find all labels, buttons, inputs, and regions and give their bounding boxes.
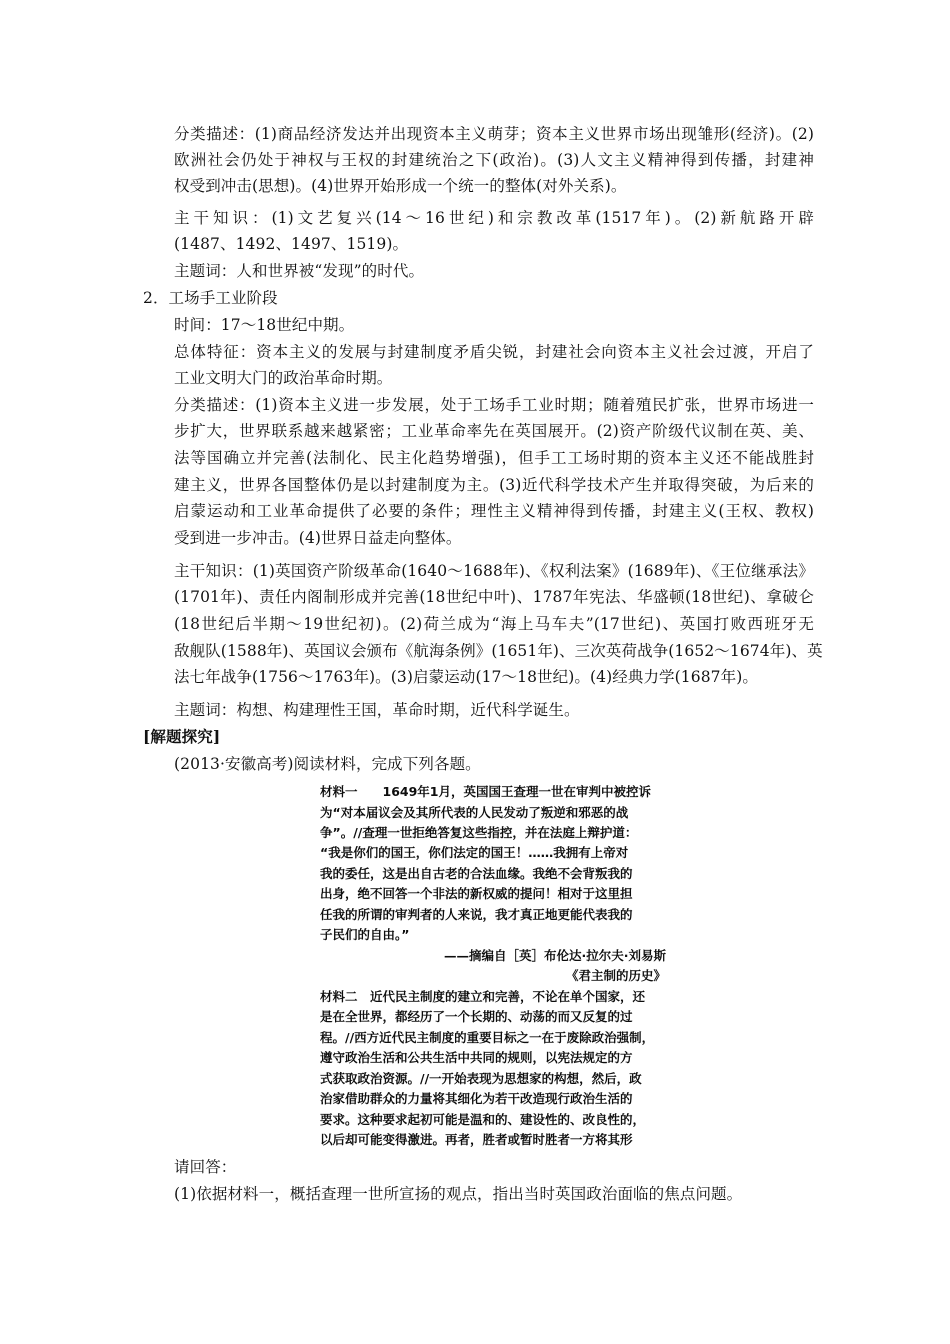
figure-line: 争”。//查理一世拒绝答复这些指控，并在法庭上辩护道： (320, 824, 638, 840)
text-line: 启蒙运动和工业革命提供了必要的条件；理性主义精神得到传播，封建主义(王权、教权) (174, 502, 814, 520)
material-figure (320, 780, 666, 1150)
figure-line: 我的委任，这是出自古老的合法血缘。我绝不会背叛我的 (320, 865, 633, 881)
figure-line: 为“对本届议会及其所代表的人民发动了叛逆和邪恶的战 (320, 804, 629, 820)
text-line: 法等国确立并完善(法制化、民主化趋势增强)，但手工工场时期的资本主义还不能战胜封 (174, 449, 814, 467)
section-heading: [解题探究] (143, 727, 221, 746)
text-line: (1701年)、责任内阁制形成并完善(18世纪中叶)、1787年宪法、华盛顿(18世纪)、拿破仑 (174, 588, 814, 606)
text-line: 法七年战争(1756～1763年)。(3)启蒙运动(17～18世纪)。(4)经典力学(1687年)。 (174, 668, 758, 686)
figure-line: 程。//西方近代民主制度的重要目标之一在于废除政治强制， (320, 1029, 655, 1045)
figure-line: “我是你们的国王，你们法定的国王！……我拥有上帝对 (320, 845, 629, 861)
figure-line: 出身，绝不回答一个非法的新权威的提问！相对于这里担 (320, 886, 633, 902)
text-line: 主题词：构想、构建理性王国，革命时期，近代科学诞生。 (174, 701, 580, 719)
text-line: 步扩大，世界联系越来越紧密；工业革命率先在英国展开。(2)资产阶级代议制在英、美、 (174, 422, 814, 440)
text-line: 时间：17～18世纪中期。 (174, 316, 355, 334)
text-line: 建主义，世界各国整体仍是以封建制度为主。(3)近代科学技术产生并取得突破，为后来的 (174, 476, 814, 494)
text-line: 主题词：人和世界被“发现”的时代。 (174, 262, 425, 280)
section-heading: 2．工场手工业阶段 (143, 289, 278, 307)
figure-line: 以后却可能变得激进。再者，胜者或暂时胜者一方将其形 (320, 1132, 633, 1147)
figure-line: 式获取政治资源。//一开始表现为思想家的构想，然后，政 (320, 1070, 642, 1086)
text-line: 请回答： (174, 1158, 237, 1176)
figure-source: ——摘编自［英］布伦达·拉尔夫·刘易斯 (444, 947, 666, 963)
figure-line: 任我的所谓的审判者的人来说，我才真正地更能代表我的 (320, 906, 633, 922)
text-line: 主干知识：(1)英国资产阶级革命(1640～1688年)、《权利法案》(1689年)、《王位继承法》 (174, 562, 814, 580)
text-line: 工业文明大门的政治革命时期。 (174, 369, 393, 387)
figure-line: 要求。这种要求起初可能是温和的、建设性的、改良性的， (320, 1111, 646, 1127)
text-line: (2013·安徽高考)阅读材料，完成下列各题。 (174, 755, 481, 773)
figure-source: 《君主制的历史》 (565, 968, 666, 984)
figure-line: 材料一 1649年1月，英国国王查理一世在审判中被控诉 (320, 784, 651, 799)
text-line: (1487、1492、1497、1519)。 (174, 235, 409, 253)
figure-line: 材料二 近代民主制度的建立和完善，不论在单个国家，还 (320, 988, 646, 1004)
text-line: 总体特征：资本主义的发展与封建制度矛盾尖锐，封建社会向资本主义社会过渡，开启了 (174, 343, 814, 361)
figure-line: 治家借助群众的力量将其细化为若干改造现行政治生活的 (320, 1091, 633, 1107)
figure-line: 遵守政治生活和公共生活中共同的规则，以宪法规定的方 (320, 1050, 633, 1066)
text-line: 欧洲社会仍处于神权与王权的封建统治之下(政治)。(3)人文主义精神得到传播，封建神 (174, 151, 814, 169)
text-line: 主干知识：(1)文艺复兴(14～16世纪)和宗教改革(1517年)。(2)新航路开辟 (174, 209, 814, 227)
text-line: 受到进一步冲击。(4)世界日益走向整体。 (174, 529, 462, 547)
text-line: 分类描述：(1)商品经济发达并出现资本主义萌芽；资本主义世界市场出现雏形(经济)。(2) (174, 125, 814, 143)
question-line: (1)依据材料一，概括查理一世所宣扬的观点，指出当时英国政治面临的焦点问题。 (174, 1185, 743, 1203)
text-line: (18世纪后半期～19世纪初)。(2)荷兰成为“海上马车夫”(17世纪)、英国打败西班牙无 (174, 615, 814, 633)
text-line: 分类描述：(1)资本主义进一步发展，处于工场手工业时期；随着殖民扩张，世界市场进一 (174, 396, 814, 414)
text-line: 权受到冲击(思想)。(4)世界开始形成一个统一的整体(对外关系)。 (174, 177, 627, 195)
figure-line: 子民们的自由。” (320, 927, 410, 943)
figure-line: 是在全世界，都经历了一个长期的、动荡的而又反复的过 (320, 1009, 633, 1025)
text-line: 敌舰队(1588年)、英国议会颁布《航海条例》(1651年)、三次英荷战争(1652～1674年)、英 (174, 642, 823, 660)
